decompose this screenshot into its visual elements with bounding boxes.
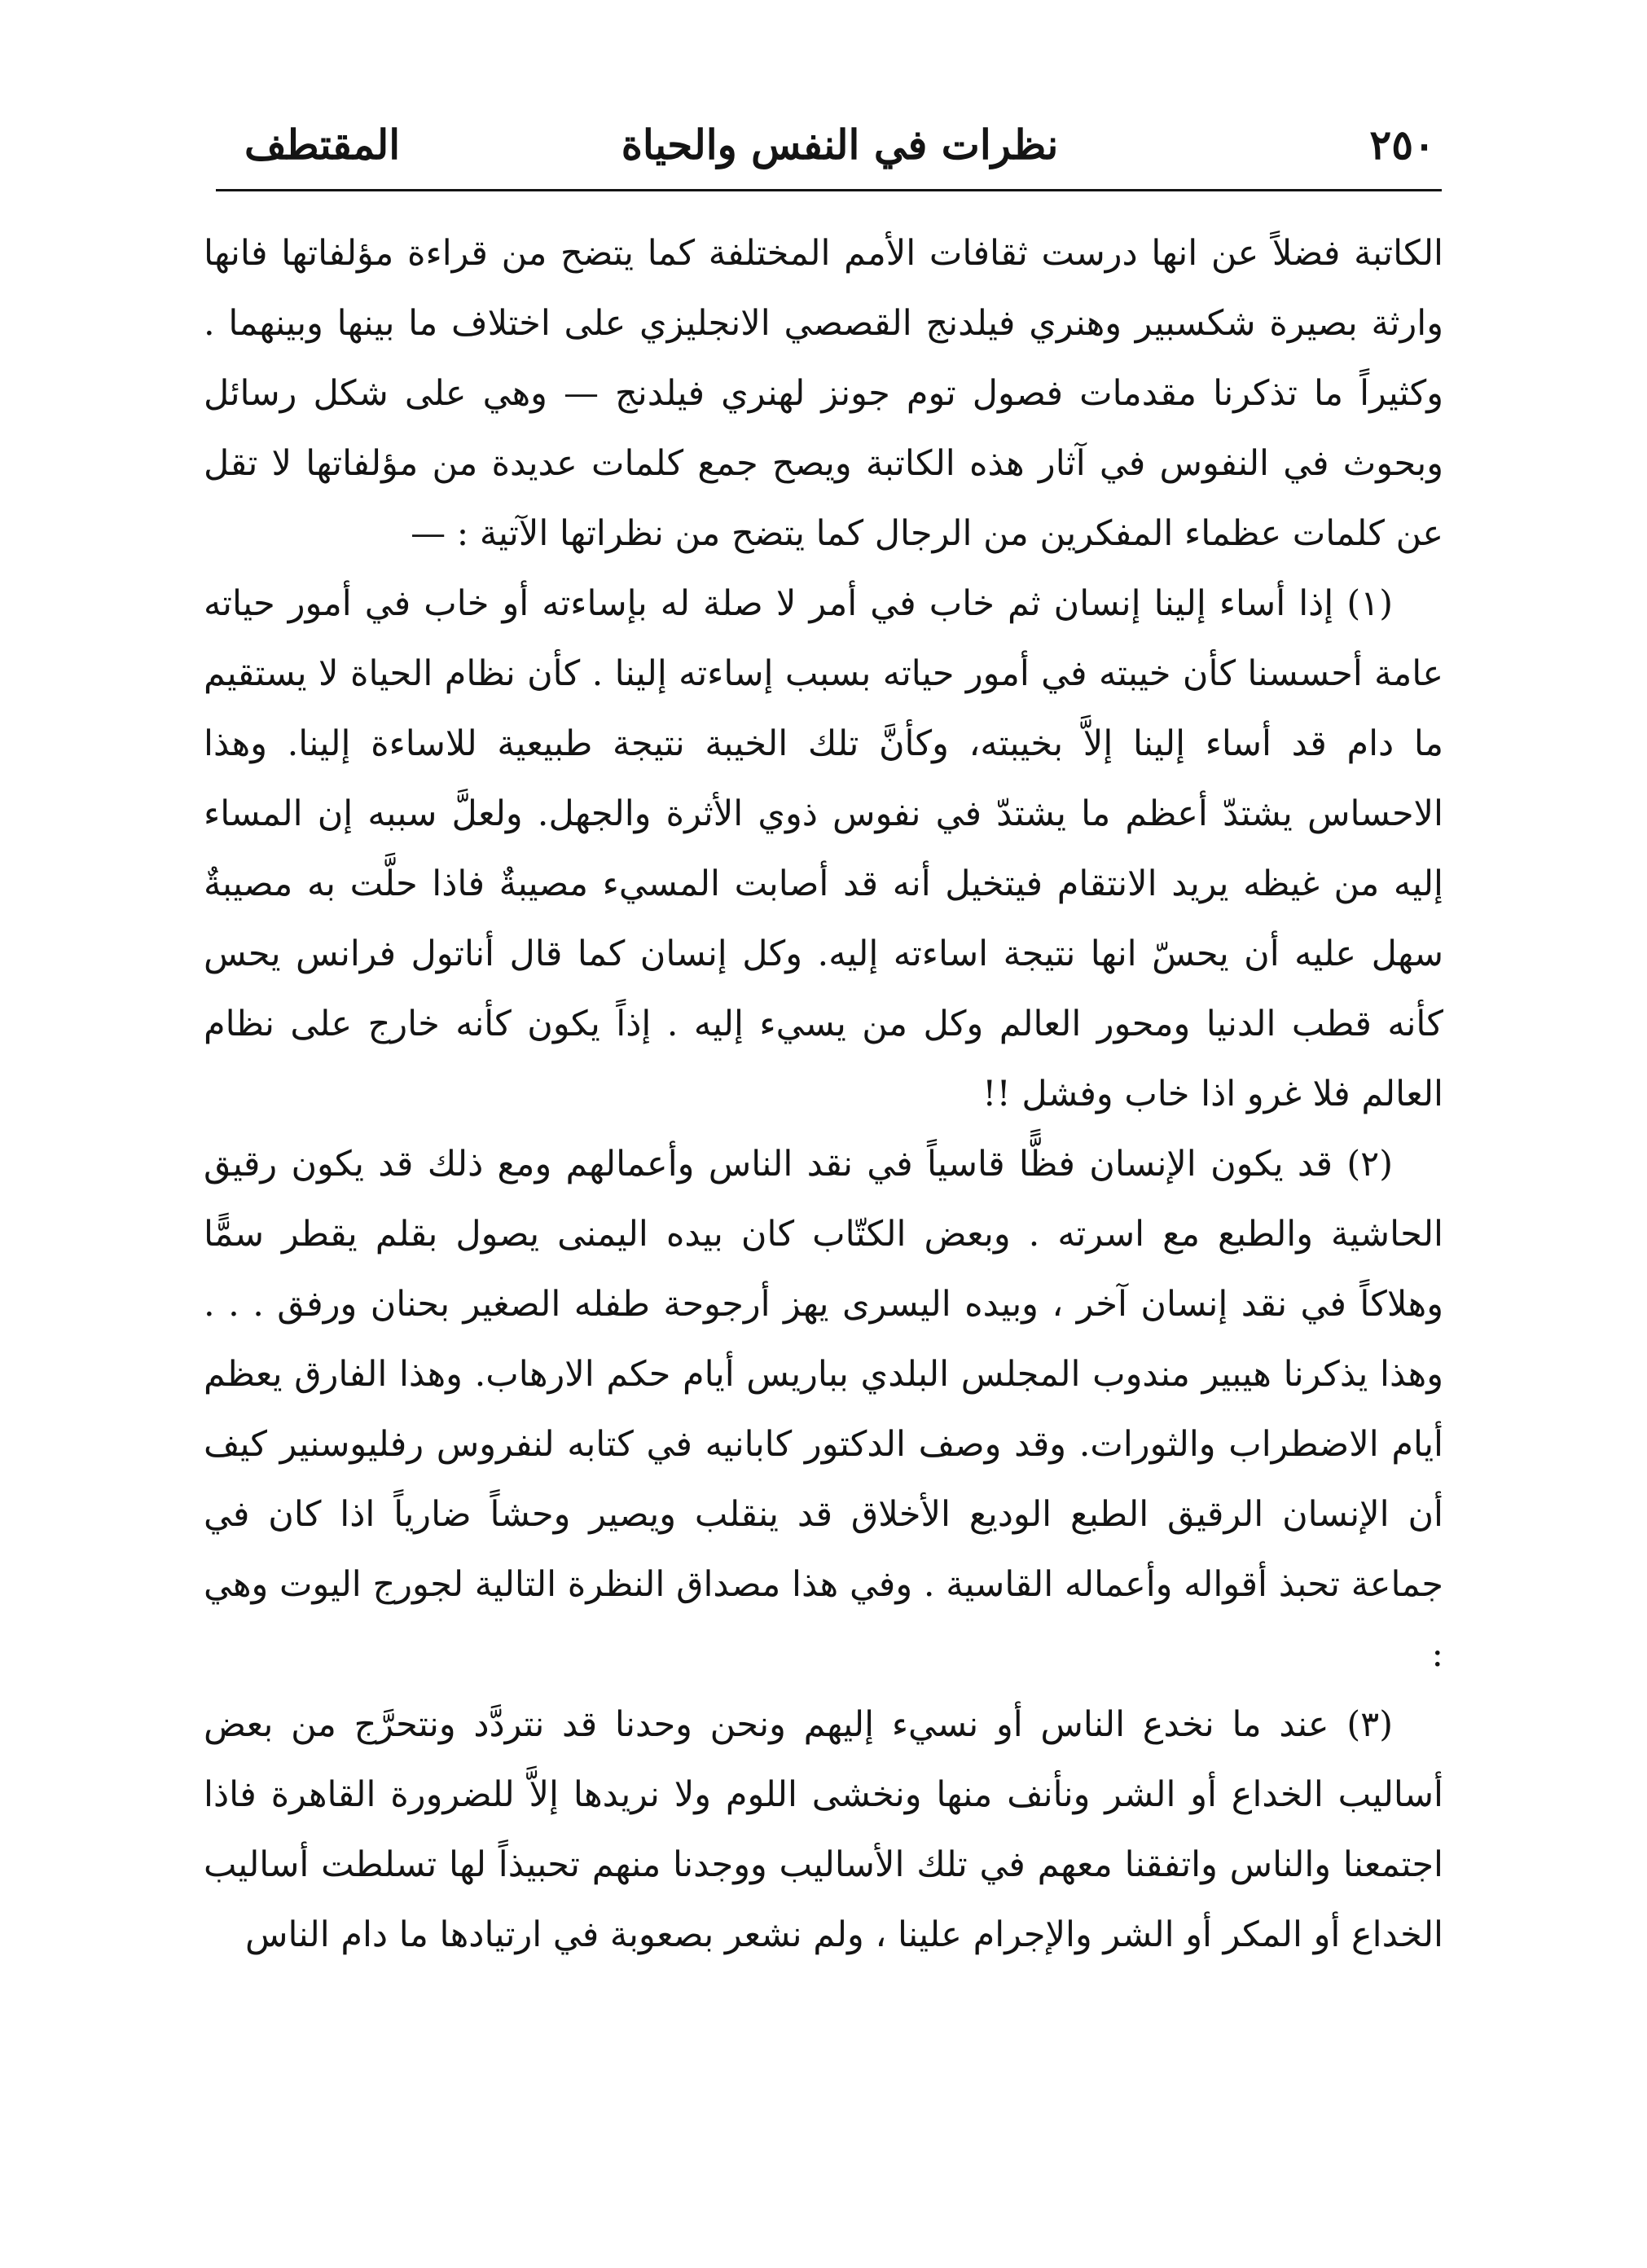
paragraph-3: (٣) عند ما نخدع الناس أو نسيء إليهم ونحن وحدنا قد نتردَّد ونتحرَّج من بعض أساليب الخداع أو الشر ونأنف منها ونخشى اللوم ولا نريدها إلاَّ للضرورة القاهرة فاذا اجتمعنا والناس واتفقنا معهم في تلك الأساليب ووجدنا منهم تحبيذاً لها تسلطت أساليب الخداع أو المكر أو الشر والإجرام علينا ، ولم نشعر بصعوبة في ارتيادها ما دام الناس	[204, 1704, 1443, 1955]
running-title: نظرات في النفس والحياة	[621, 121, 1059, 169]
journal-name: المقتطف	[244, 121, 401, 169]
running-header	[244, 112, 1435, 178]
page-number: ٢٥٠	[1369, 121, 1435, 169]
paragraph-1: (١) إذا أساء إلينا إنسان ثم خاب في أمر لا صلة له بإساءته أو خاب في أمور حياته عامة أحسسنا كأن خيبته في أمور حياته بسبب إساءته إلينا . كأن نظام الحياة لا يستقيم ما دام قد أساء إلينا إلاَّ بخيبته، وكأنَّ تلك الخيبة نتيجة طبيعية للاساءة إلينا. وهذا الاحساس يشتدّ أعظم ما يشتدّ في نفوس ذوي الأثرة والجهل. ولعلَّ سببه إن المساء إليه من غيظه يريد الانتقام فيتخيل أنه قد أصابت المسيء مصيبةٌ فاذا حلَّت به مصيبةٌ سهل عليه أن يحسّ انها نتيجة اساءته إليه. وكل إنسان كما قال أناتول فرانس يحس كأنه قطب الدنيا ومحور العالم وكل من يسيء إليه . إذاً يكون كأنه خارج على نظام العالم فلا غرو اذا خاب وفشل !!	[204, 583, 1443, 1114]
paragraph-2: (٢) قد يكون الإنسان فظًّا قاسياً في نقد الناس وأعمالهم ومع ذلك قد يكون رقيق الحاشية والطبع مع اسرته . وبعض الكتّاب كان بيده اليمنى يصول بقلم يقطر سمًّا وهلاكاً في نقد إنسان آخر ، وبيده اليسرى يهز أرجوحة طفله الصغير بحنان ورفق . . . وهذا يذكرنا هيبير مندوب المجلس البلدي بباريس أيام حكم الارهاب. وهذا الفارق يعظم أيام الاضطراب والثورات. وقد وصف الدكتور كابانيه في كتابه لنفروس رفليوسنير كيف أن الإنسان الرقيق الطبع الوديع الأخلاق قد ينقلب ويصير وحشاً ضارياً اذا كان في جماعة تحبذ أقواله وأعماله القاسية . وفي هذا مصداق النظرة التالية لجورج اليوت وهي :	[204, 1144, 1443, 1675]
header-rule	[216, 189, 1442, 191]
body-text	[204, 218, 1443, 2125]
paragraph-intro: الكاتبة فضلاً عن انها درست ثقافات الأمم المختلفة كما يتضح من قراءة مؤلفاتها فانها وارثة بصيرة شكسبير وهنري فيلدنج القصصي الانجليزي على اختلاف ما بينها وبينهما . وكثيراً ما تذكرنا مقدمات فصول توم جونز لهنري فيلدنج — وهي على شكل رسائل وبحوث في النفوس في آثار هذه الكاتبة ويصح جمع كلمات عديدة من مؤلفاتها لا تقل عن كلمات عظماء المفكرين من الرجال كما يتضح من نظراتها الآتية : —	[204, 233, 1443, 554]
